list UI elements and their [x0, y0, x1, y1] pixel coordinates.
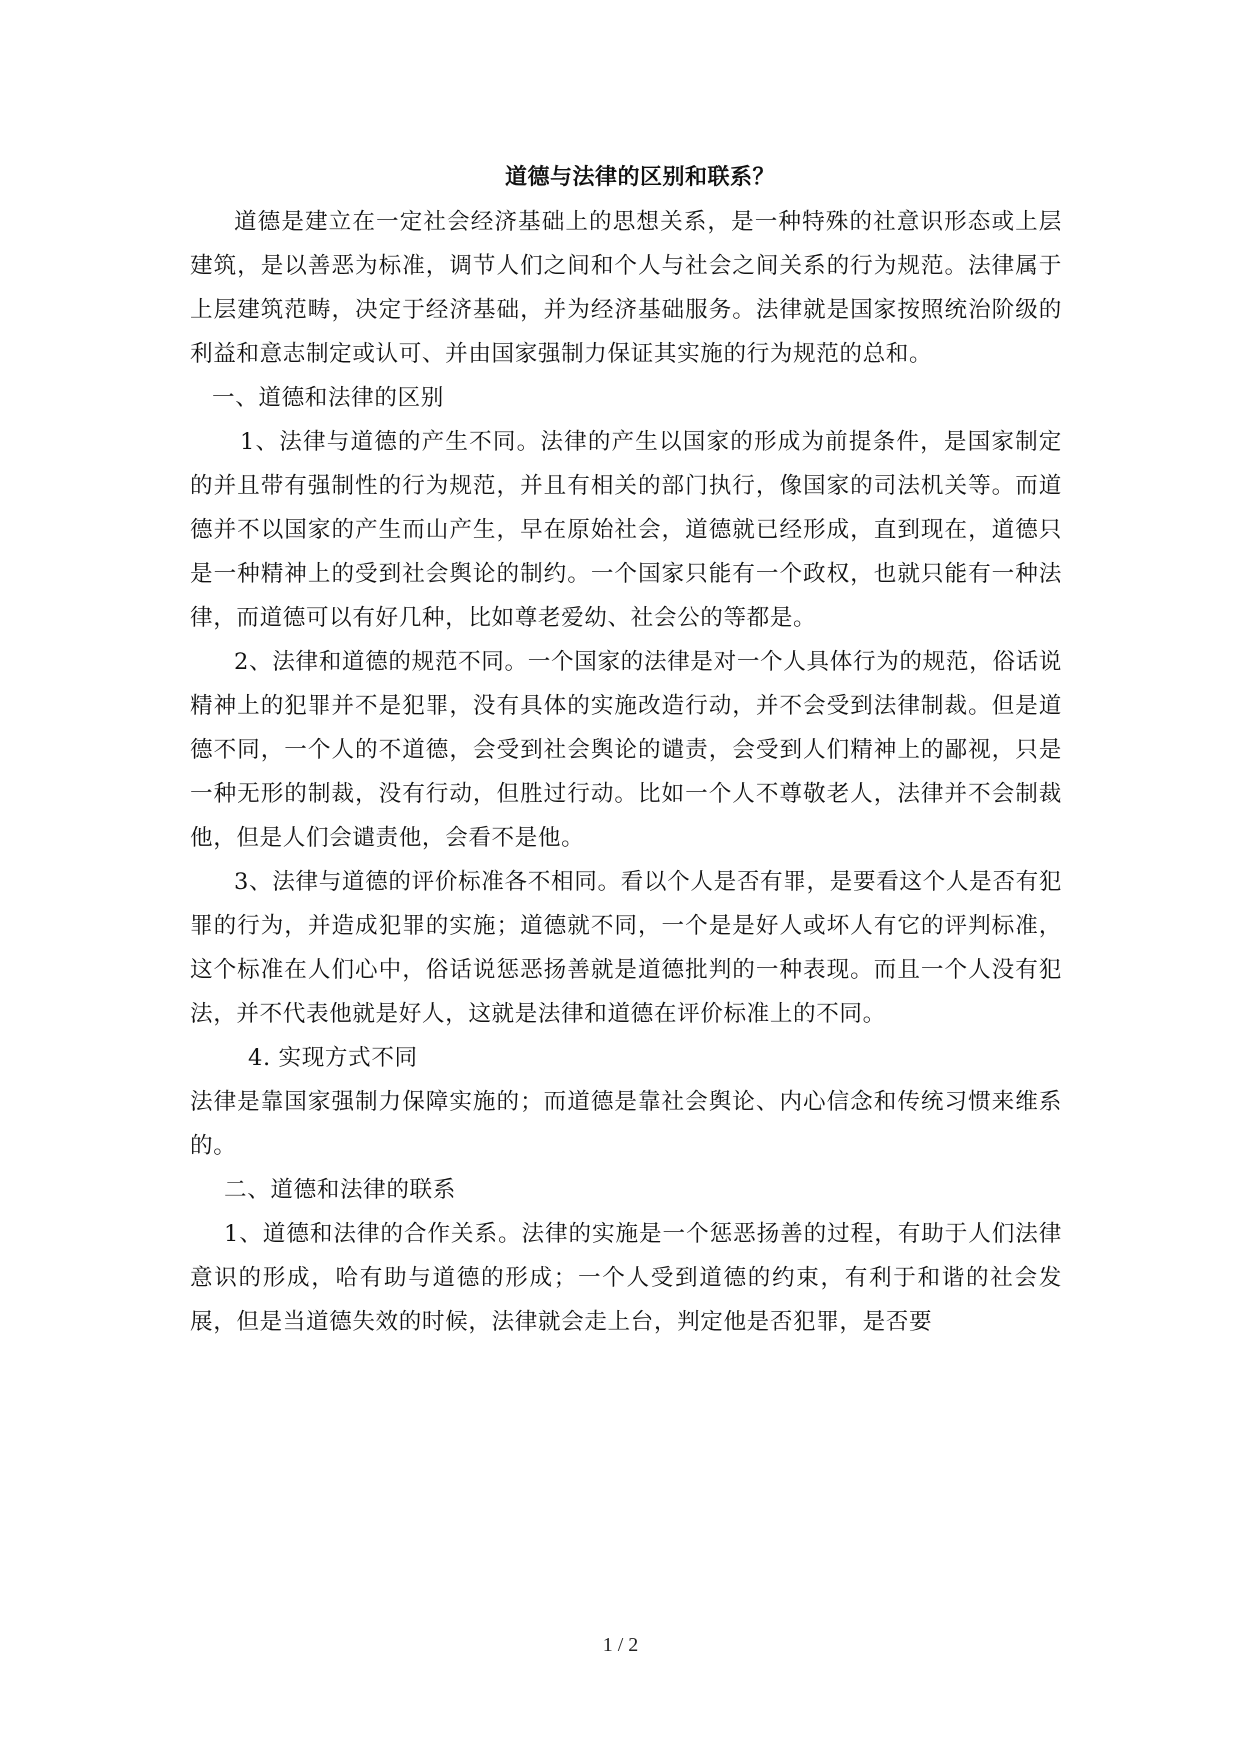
connection-item-1: 1、道德和法律的合作关系。法律的实施是一个惩恶扬善的过程，有助于人们法律意识的形成，哈有助与道德的形成；一个人受到道德的约束，有利于和谐的社会发展，但是当道德失效的时候，法律就会走上台，判定他是否犯罪，是否要	[190, 1221, 1062, 1335]
page-number: 1 / 2	[602, 1634, 639, 1656]
intro-paragraph: 道德是建立在一定社会经济基础上的思想关系，是一种特殊的社意识形态或上层建筑，是以善恶为标准，调节人们之间和个人与社会之间关系的行为规范。法律属于上层建筑范畴，决定于经济基础，并为经济基础服务。法律就是国家按照统治阶级的利益和意志制定或认可、并由国家强制力保证其实施的行为规范的总和。	[190, 209, 1062, 367]
difference-item-2: 2、法律和道德的规范不同。一个国家的法律是对一个人具体行为的规范，俗话说精神上的犯罪并不是犯罪，没有具体的实施改造行动，并不会受到法律制裁。但是道德不同，一个人的不道德，会受到社会舆论的谴责，会受到人们精神上的鄙视，只是一种无形的制裁，没有行动，但胜过行动。比如一个人不尊敬老人，法律并不会制裁他，但是人们会谴责他，会看不是他。	[190, 649, 1062, 851]
section-heading-differences: 一、道德和法律的区别	[212, 385, 444, 411]
document-title: 道德与法律的区别和联系？	[504, 164, 775, 190]
document-page	[190, 162, 1062, 1344]
difference-item-1: 1、法律与道德的产生不同。法律的产生以国家的形成为前提条件，是国家制定的并且带有强制性的行为规范，并且有相关的部门执行，像国家的司法机关等。而道德并不以国家的产生而山产生，早在原始社会，道德就已经形成，直到现在，道德只是一种精神上的受到社会舆论的制约。一个国家只能有一个政权，也就只能有一种法律，而道德可以有好几种，比如尊老爱幼、社会公的等都是。	[190, 429, 1062, 631]
section-heading-connections: 二、道德和法律的联系	[224, 1177, 456, 1203]
difference-item-4-heading: 4. 实现方式不同	[248, 1045, 418, 1071]
difference-item-4-text: 法律是靠国家强制力保障实施的；而道德是靠社会舆论、内心信念和传统习惯来维系的。	[190, 1089, 1062, 1159]
difference-item-3: 3、法律与道德的评价标准各不相同。看以个人是否有罪，是要看这个人是否有犯罪的行为，并造成犯罪的实施；道德就不同，一个是是好人或坏人有它的评判标准，这个标准在人们心中，俗话说惩恶扬善就是道德批判的一种表现。而且一个人没有犯法，并不代表他就是好人，这就是法律和道德在评价标准上的不同。	[190, 869, 1062, 1027]
